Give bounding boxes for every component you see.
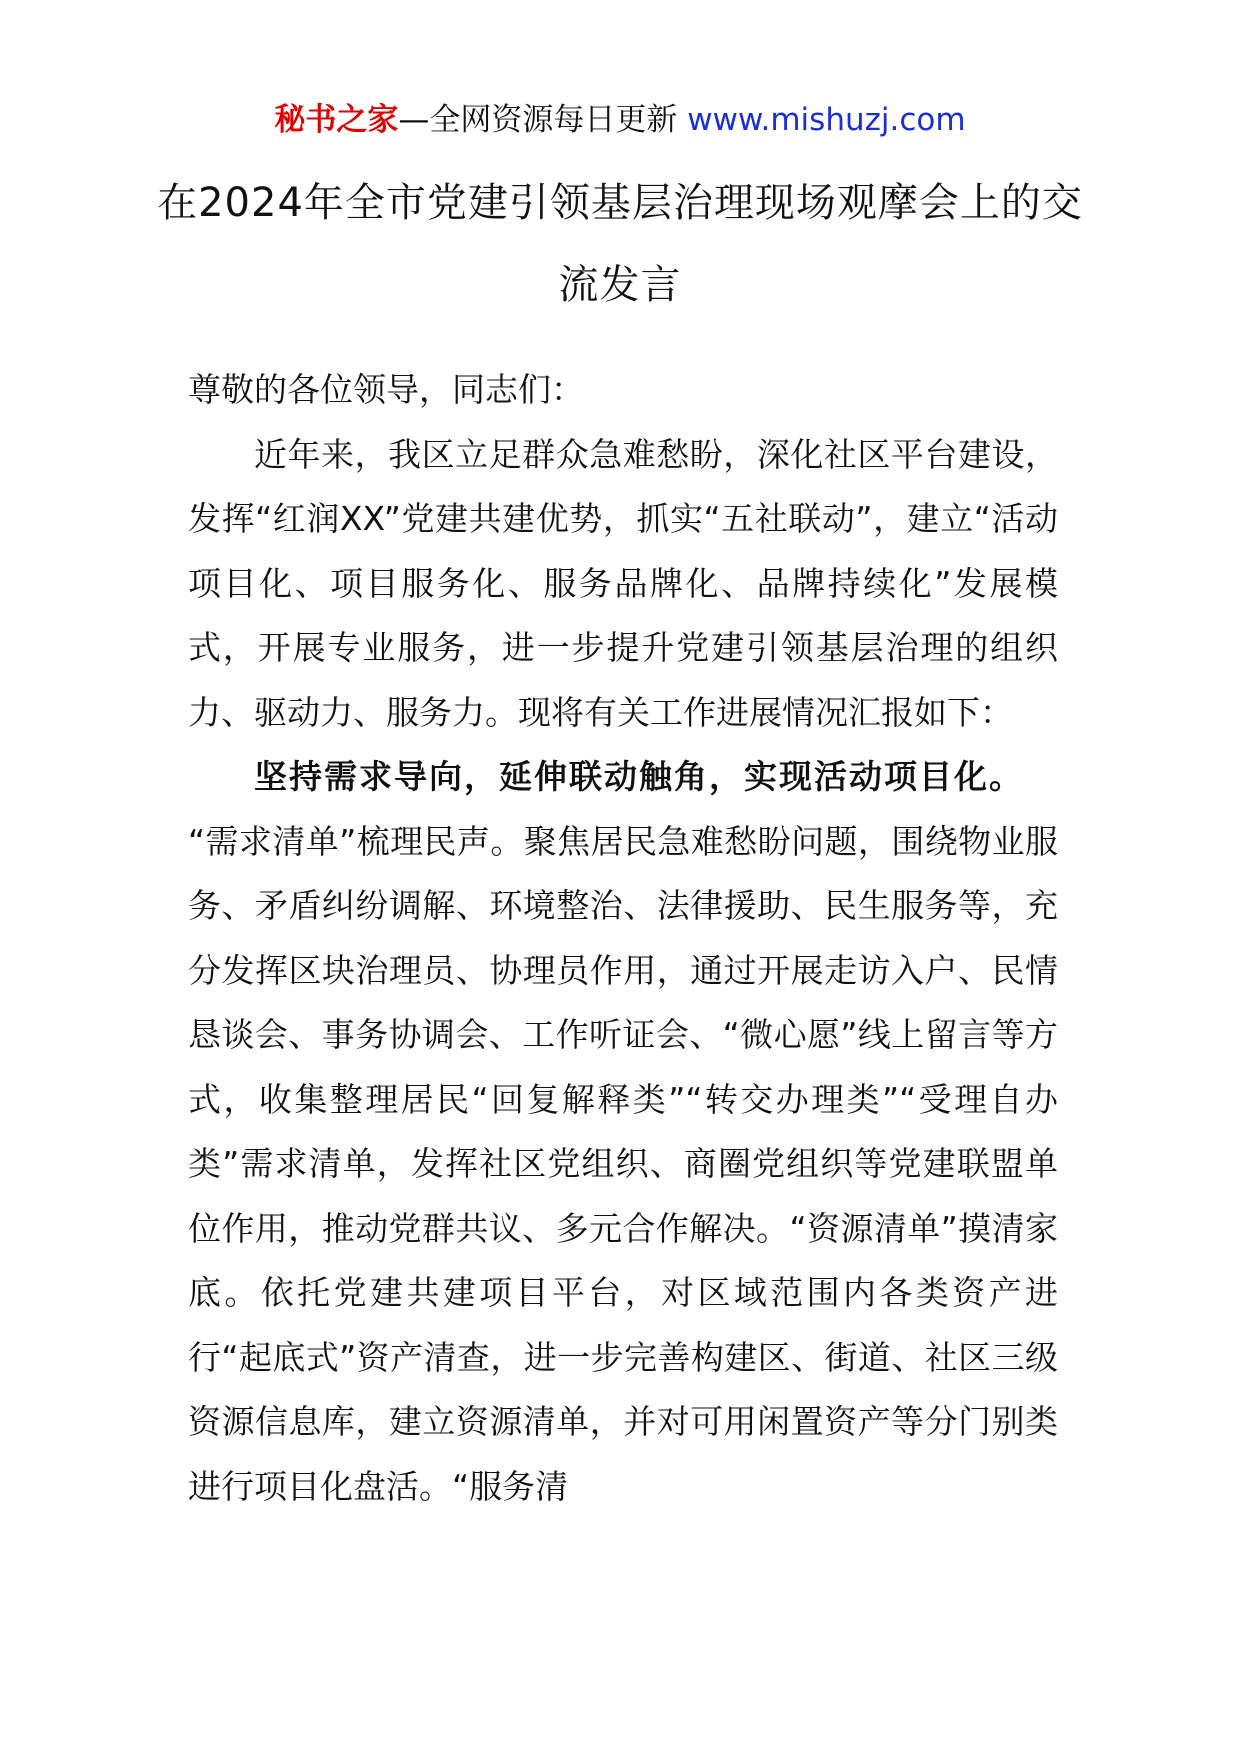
- intro-paragraph: 近年来，我区立足群众急难愁盼，深化社区平台建设，发挥“红润XX”党建共建优势，抓实“五社联动”，建立“活动项目化、项目服务化、服务品牌化、品牌持续化”发展模式，开展专业服务，进一步提升党建引领基层治理的组织力、驱动力、服务力。现将有关工作进展情况汇报如下：: [188, 434, 1058, 732]
- website-url: www.mishuzj.com: [687, 102, 966, 138]
- header-slogan: —全网资源每日更新: [398, 102, 678, 138]
- section-paragraph: “需求清单”梳理民声。聚焦居民急难愁盼问题，围绕物业服务、矛盾纠纷调解、环境整治、法律援助、民生服务等，充分发挥区块治理员、协理员作用，通过开展走访入户、民情恳谈会、事务协调会、工作听证会、“微心愿”线上留言等方式，收集整理居民“回复解释类”“转交办理类”“受理自办类”需求清单，发挥社区党组织、商圈党组织等党建联盟单位作用，推动党群共议、多元合作解决。“资源清单”摸清家底。依托党建共建项目平台，对区域范围内各类资产进行“起底式”资产清查，进一步完善构建区、街道、社区三级资源信息库，建立资源清单，并对可用闲置资产等分门别类进行项目化盘活。“服务清: [188, 821, 1058, 1506]
- salutation: 尊敬的各位领导，同志们：: [188, 370, 584, 409]
- brand-name: 秘书之家: [274, 102, 399, 138]
- watermark-header: [0, 100, 1240, 140]
- document-title: 在2024年全市党建引领基层治理现场观摩会上的交流发言: [157, 180, 1083, 308]
- document-body: [188, 358, 1058, 1519]
- section-heading: 坚持需求导向，延伸联动触角，实现活动项目化。: [254, 757, 1024, 796]
